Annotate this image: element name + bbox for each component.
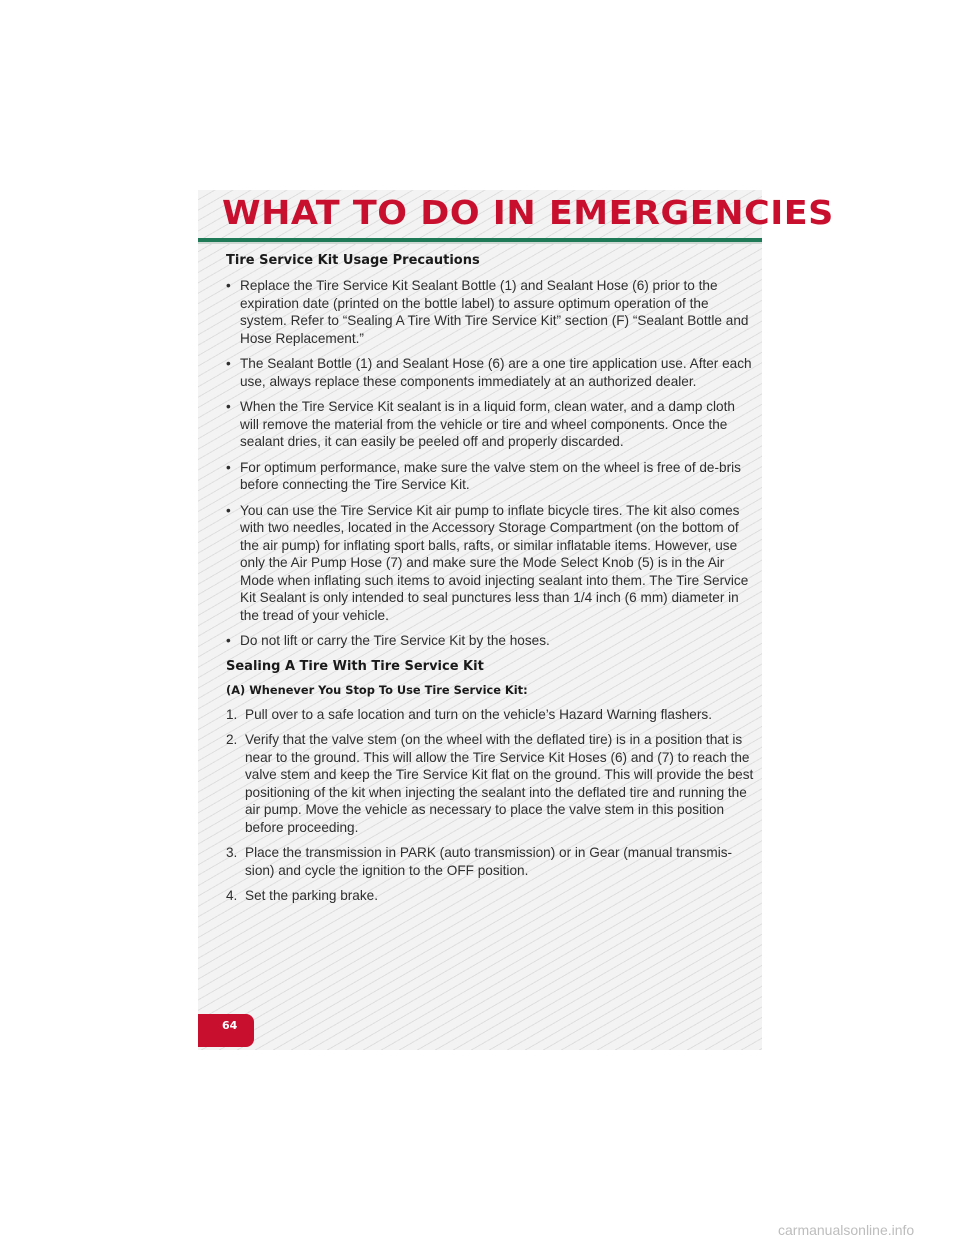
precautions-heading: Tire Service Kit Usage Precautions — [226, 253, 480, 268]
step-text: Place the transmission in PARK (auto transmission) or in Gear (manual transmis-sion) and cycle the ignition to the OFF position. — [245, 845, 733, 878]
step-item — [226, 731, 756, 836]
watermark: carmanualsonline.info — [778, 1222, 915, 1238]
section-title: WHAT TO DO IN EMERGENCIES — [222, 193, 834, 232]
precaution-item — [226, 632, 756, 650]
step-item — [226, 706, 756, 724]
precaution-item — [226, 502, 756, 625]
bullet-mark: • — [226, 356, 231, 371]
precaution-text: Do not lift or carry the Tire Service Kit by the hoses. — [240, 633, 550, 648]
header-rule-shadow — [198, 242, 762, 244]
precaution-item — [226, 355, 756, 390]
step-text: Verify that the valve stem (on the wheel with the deflated tire) is in a position that is near to the ground. This will allow the Tire Service Kit Hoses (6) and (7) to reach the valve stem and keep the Tire Service Kit flat on the ground. This will provide the best positioning of the kit when injecting the sealant into the deflated tire and running the air pump. Move the vehicle as necessary to place the valve stem in this position before proceeding. — [245, 732, 754, 835]
precaution-item — [226, 459, 756, 494]
page-number: 64 — [222, 1019, 238, 1032]
sealing-heading: Sealing A Tire With Tire Service Kit — [226, 658, 484, 674]
step-item — [226, 844, 756, 879]
precaution-text: When the Tire Service Kit sealant is in a liquid form, clean water, and a damp cloth will remove the material from the vehicle or tire and wheel components. Once the sealant dries, it can easily be peeled off and properly discarded. — [240, 399, 735, 449]
bullet-mark: • — [226, 633, 231, 648]
step-text: Set the parking brake. — [245, 888, 378, 903]
sealing-subheading: (A) Whenever You Stop To Use Tire Service Kit: — [226, 682, 528, 697]
sealing-steps — [226, 706, 756, 905]
precaution-item — [226, 398, 756, 451]
step-number: 4. — [226, 888, 238, 903]
step-number: 2. — [226, 732, 238, 747]
body-text — [226, 252, 756, 913]
step-item — [226, 887, 756, 905]
step-text: Pull over to a safe location and turn on the vehicle’s Hazard Warning flashers. — [245, 706, 712, 722]
precaution-text: For optimum performance, make sure the valve stem on the wheel is free of de-bris before connecting the Tire Service Kit. — [240, 459, 741, 492]
bullet-mark: • — [226, 459, 231, 475]
precaution-text: Replace the Tire Service Kit Sealant Bottle (1) and Sealant Hose (6) prior to the expiration date (printed on the bottle label) to assure optimum operation of the system. Refer to “Sealing A Tire With Tire Service Kit” section (F) “Sealant Bottle and Hose Replacement.” — [240, 278, 749, 346]
step-number: 1. — [226, 706, 238, 722]
step-number: 3. — [226, 845, 238, 860]
precaution-item — [226, 277, 756, 347]
bullet-mark: • — [226, 502, 231, 518]
bullet-mark: • — [226, 399, 231, 414]
precaution-text: The Sealant Bottle (1) and Sealant Hose (6) are a one tire application use. After each use, always replace these components immediately at an authorized dealer. — [240, 356, 752, 389]
bullet-mark: • — [226, 278, 231, 293]
precautions-list — [226, 277, 756, 650]
precaution-text: You can use the Tire Service Kit air pump to inflate bicycle tires. The kit also comes with two needles, located in the Accessory Storage Compartment (on the bottom of the air pump) for inflating sport balls, rafts, or similar inflatable items. However, use only the Air Pump Hose (7) and make sure the Mode Select Knob (5) is in the Air Mode when inflating such items to avoid injecting sealant into them. The Tire Service Kit Sealant is only intended to seal punctures less than 1/4 inch (6 mm) diameter in the tread of your vehicle. — [240, 502, 749, 623]
